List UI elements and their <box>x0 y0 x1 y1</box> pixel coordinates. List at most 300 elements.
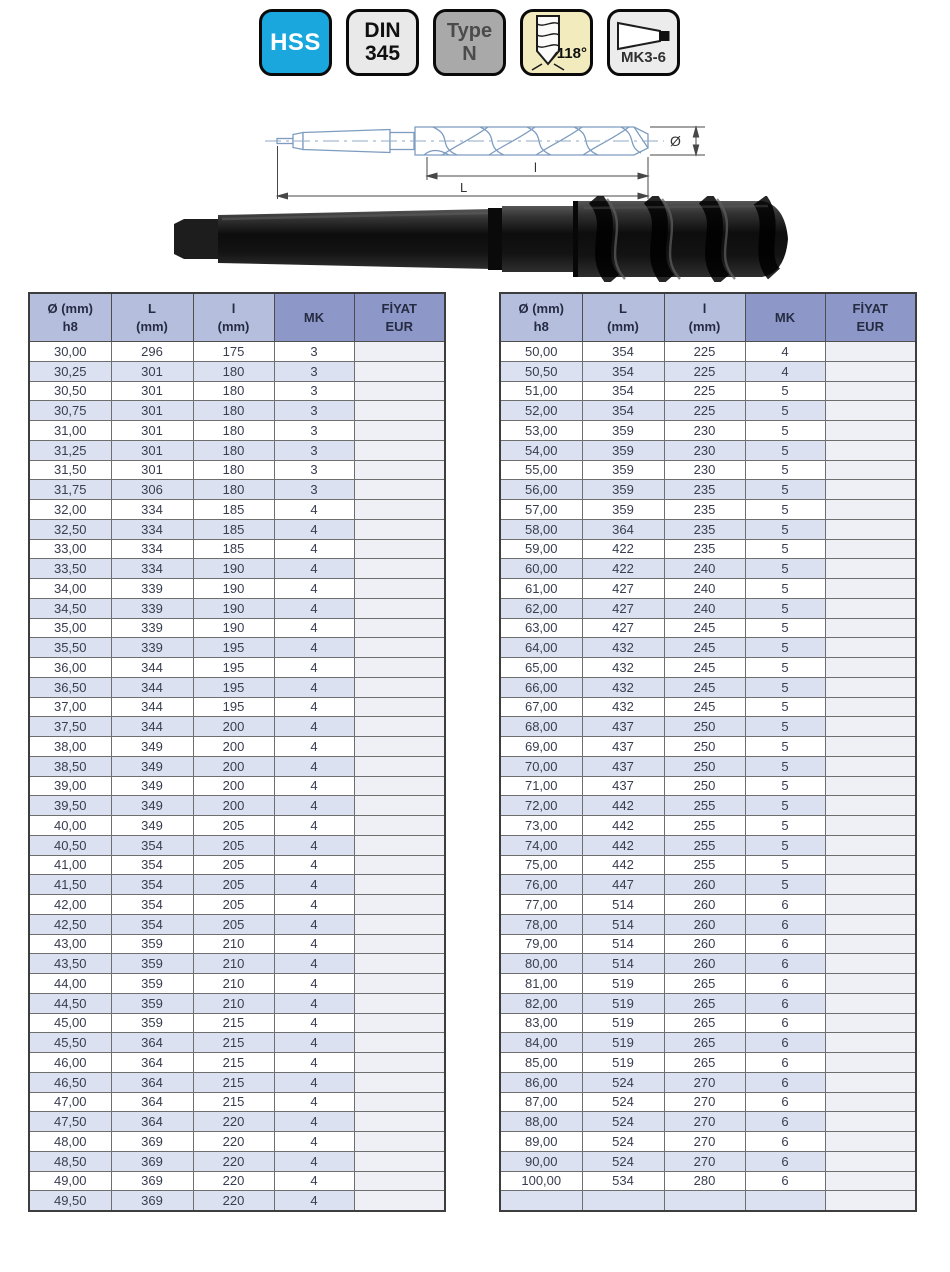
morse-taper-cell: 6 <box>745 1132 825 1152</box>
diameter-cell: 45,50 <box>29 1033 111 1053</box>
price-cell <box>354 1132 445 1152</box>
price-cell <box>825 895 916 915</box>
table-row <box>500 796 916 816</box>
morse-taper-cell: 5 <box>745 460 825 480</box>
diameter-cell: 86,00 <box>500 1072 582 1092</box>
total-length-cell: 364 <box>111 1072 193 1092</box>
total-length-cell: 364 <box>582 519 664 539</box>
flute-length-cell: 225 <box>664 342 745 362</box>
column-header: L (mm) <box>111 293 193 342</box>
flute-length-cell: 250 <box>664 756 745 776</box>
flute-length-cell: 200 <box>193 737 274 757</box>
price-cell <box>825 914 916 934</box>
total-length-cell: 344 <box>111 697 193 717</box>
total-length-cell: 534 <box>582 1171 664 1191</box>
total-length-cell: 437 <box>582 776 664 796</box>
morse-taper-cell: 4 <box>274 618 354 638</box>
spec-tables <box>28 292 917 1212</box>
diameter-cell: 33,00 <box>29 539 111 559</box>
morse-taper-cell: 4 <box>274 717 354 737</box>
table-row <box>500 974 916 994</box>
table-row <box>500 500 916 520</box>
morse-taper-cell: 5 <box>745 421 825 441</box>
table-row <box>29 1053 445 1073</box>
morse-taper-cell: 4 <box>274 598 354 618</box>
price-cell <box>354 816 445 836</box>
price-cell <box>354 855 445 875</box>
morse-taper-cell: 4 <box>274 559 354 579</box>
total-length-label: L <box>460 180 468 195</box>
diameter-cell: 81,00 <box>500 974 582 994</box>
column-header: MK <box>274 293 354 342</box>
total-length-cell: 334 <box>111 559 193 579</box>
morse-taper-cell: 5 <box>745 579 825 599</box>
price-cell <box>825 1033 916 1053</box>
total-length-cell: 354 <box>111 855 193 875</box>
table-row <box>500 1191 916 1211</box>
table-row <box>500 717 916 737</box>
flute-length-cell: 265 <box>664 1033 745 1053</box>
flute-length-cell: 240 <box>664 598 745 618</box>
table-row <box>500 401 916 421</box>
morse-taper-cell: 5 <box>745 776 825 796</box>
table-row <box>500 559 916 579</box>
morse-taper-cell: 5 <box>745 559 825 579</box>
flute-length-cell: 215 <box>193 1033 274 1053</box>
diameter-cell: 50,00 <box>500 342 582 362</box>
morse-taper-cell: 6 <box>745 1053 825 1073</box>
flute-length-cell: 235 <box>664 519 745 539</box>
morse-taper-cell: 4 <box>274 756 354 776</box>
flute-length-cell: 195 <box>193 697 274 717</box>
table-row <box>500 737 916 757</box>
flute-length-cell: 190 <box>193 559 274 579</box>
price-cell <box>825 401 916 421</box>
morse-taper-cell: 5 <box>745 401 825 421</box>
total-length-cell: 442 <box>582 796 664 816</box>
diameter-cell: 83,00 <box>500 1013 582 1033</box>
total-length-cell: 359 <box>111 934 193 954</box>
price-cell <box>825 1171 916 1191</box>
diameter-cell: 84,00 <box>500 1033 582 1053</box>
flute-length-cell: 245 <box>664 638 745 658</box>
table-row <box>500 993 916 1013</box>
morse-taper-cell: 3 <box>274 342 354 362</box>
price-cell <box>825 361 916 381</box>
flute-length-cell: 260 <box>664 934 745 954</box>
price-cell <box>825 480 916 500</box>
morse-taper-cell: 6 <box>745 934 825 954</box>
table-row <box>29 974 445 994</box>
diameter-cell: 67,00 <box>500 697 582 717</box>
price-cell <box>825 1112 916 1132</box>
table-row <box>29 1171 445 1191</box>
total-length-cell: 354 <box>582 401 664 421</box>
table-row <box>29 1013 445 1033</box>
price-cell <box>825 796 916 816</box>
diameter-cell: 32,50 <box>29 519 111 539</box>
morse-taper-cell: 6 <box>745 1092 825 1112</box>
total-length-cell: 524 <box>582 1072 664 1092</box>
total-length-cell: 301 <box>111 440 193 460</box>
diameter-cell: 34,00 <box>29 579 111 599</box>
table-row <box>500 1033 916 1053</box>
price-cell <box>354 895 445 915</box>
total-length-cell: 514 <box>582 934 664 954</box>
diameter-cell: 44,00 <box>29 974 111 994</box>
diameter-cell: 69,00 <box>500 737 582 757</box>
diameter-cell: 30,25 <box>29 361 111 381</box>
diameter-cell: 63,00 <box>500 618 582 638</box>
morse-taper-cell: 4 <box>274 974 354 994</box>
price-cell <box>825 1132 916 1152</box>
total-length-cell: 334 <box>111 539 193 559</box>
table-row <box>29 1191 445 1211</box>
column-header: l (mm) <box>664 293 745 342</box>
diameter-cell: 90,00 <box>500 1151 582 1171</box>
diameter-cell: 35,50 <box>29 638 111 658</box>
price-cell <box>825 1151 916 1171</box>
flute-length-cell: 265 <box>664 1053 745 1073</box>
morse-taper-cell: 4 <box>274 835 354 855</box>
price-cell <box>825 717 916 737</box>
flute-length-cell: 255 <box>664 816 745 836</box>
price-cell <box>354 500 445 520</box>
morse-taper-cell: 4 <box>274 1191 354 1211</box>
price-cell <box>825 1013 916 1033</box>
flute-length-cell: 210 <box>193 974 274 994</box>
price-cell <box>825 677 916 697</box>
spec-table-left <box>28 292 446 1212</box>
badge-hss-label: HSS <box>270 28 321 56</box>
morse-taper-cell: 3 <box>274 460 354 480</box>
total-length-cell: 364 <box>111 1112 193 1132</box>
price-cell <box>825 598 916 618</box>
diameter-cell: 58,00 <box>500 519 582 539</box>
flute-length-cell: 265 <box>664 993 745 1013</box>
morse-taper-cell: 3 <box>274 440 354 460</box>
flute-length-cell: 185 <box>193 539 274 559</box>
table-row <box>500 934 916 954</box>
flute-length-cell: 220 <box>193 1112 274 1132</box>
morse-taper-cell: 4 <box>745 342 825 362</box>
flute-length-cell: 180 <box>193 460 274 480</box>
flute-length-cell: 260 <box>664 914 745 934</box>
flute-length-cell: 235 <box>664 480 745 500</box>
total-length-cell: 359 <box>111 993 193 1013</box>
diameter-cell: 53,00 <box>500 421 582 441</box>
flute-length-cell: 240 <box>664 579 745 599</box>
total-length-cell: 442 <box>582 835 664 855</box>
flute-length-cell: 215 <box>193 1092 274 1112</box>
morse-taper-cell: 3 <box>274 401 354 421</box>
total-length-cell: 359 <box>582 480 664 500</box>
total-length-cell: 447 <box>582 875 664 895</box>
price-cell <box>825 934 916 954</box>
header-row <box>500 293 916 342</box>
flute-length-cell: 205 <box>193 875 274 895</box>
badge-type-line2: N <box>462 42 477 65</box>
diameter-cell: 36,50 <box>29 677 111 697</box>
price-cell <box>825 658 916 678</box>
table-row <box>500 480 916 500</box>
flute-length-cell <box>664 1191 745 1211</box>
price-cell <box>354 539 445 559</box>
total-length-cell: 369 <box>111 1191 193 1211</box>
flute-length-cell: 270 <box>664 1151 745 1171</box>
table-row <box>500 579 916 599</box>
flute-length-cell: 245 <box>664 658 745 678</box>
total-length-cell: 369 <box>111 1132 193 1152</box>
table-row <box>500 1013 916 1033</box>
price-cell <box>354 519 445 539</box>
diameter-cell: 80,00 <box>500 954 582 974</box>
morse-taper-cell: 4 <box>274 579 354 599</box>
morse-taper-cell: 4 <box>274 914 354 934</box>
column-header: Ø (mm) h8 <box>500 293 582 342</box>
table-row <box>29 875 445 895</box>
total-length-cell: 519 <box>582 1013 664 1033</box>
morse-taper-cell: 4 <box>274 1053 354 1073</box>
morse-taper-cell: 5 <box>745 500 825 520</box>
table-row <box>29 717 445 737</box>
morse-taper-cell: 4 <box>274 796 354 816</box>
price-cell <box>354 1151 445 1171</box>
flute-length-cell: 180 <box>193 421 274 441</box>
table-row <box>500 618 916 638</box>
morse-taper-cell: 6 <box>745 1033 825 1053</box>
morse-taper-cell: 5 <box>745 737 825 757</box>
total-length-cell: 354 <box>111 875 193 895</box>
table-row <box>29 816 445 836</box>
flute-length-cell: 205 <box>193 816 274 836</box>
flute-length-cell: 270 <box>664 1132 745 1152</box>
table-row <box>500 361 916 381</box>
flute-length-cell: 215 <box>193 1013 274 1033</box>
badge-type-line1: Type <box>446 20 493 43</box>
price-cell <box>825 618 916 638</box>
flute-length-cell: 270 <box>664 1112 745 1132</box>
column-header: Ø (mm) h8 <box>29 293 111 342</box>
table-row <box>29 361 445 381</box>
price-cell <box>825 1191 916 1211</box>
flute-length-cell: 205 <box>193 835 274 855</box>
total-length-cell: 427 <box>582 579 664 599</box>
total-length-cell: 524 <box>582 1151 664 1171</box>
total-length-cell: 422 <box>582 539 664 559</box>
morse-taper-cell: 6 <box>745 954 825 974</box>
flute-length-cell: 220 <box>193 1191 274 1211</box>
diameter-cell: 46,00 <box>29 1053 111 1073</box>
flute-length-cell: 190 <box>193 618 274 638</box>
total-length-cell: 519 <box>582 974 664 994</box>
table-row <box>500 519 916 539</box>
flute-length-cell: 210 <box>193 934 274 954</box>
price-cell <box>354 954 445 974</box>
morse-taper-cell: 4 <box>274 875 354 895</box>
morse-taper-cell: 6 <box>745 993 825 1013</box>
morse-taper-cell: 4 <box>745 361 825 381</box>
morse-taper-cell: 6 <box>745 1151 825 1171</box>
badge-din-345 <box>346 9 419 76</box>
diameter-cell: 65,00 <box>500 658 582 678</box>
price-cell <box>825 421 916 441</box>
morse-taper-cell: 3 <box>274 421 354 441</box>
price-cell <box>354 421 445 441</box>
badge-din-line1: DIN <box>364 18 401 42</box>
badge-row <box>259 9 680 76</box>
price-cell <box>354 914 445 934</box>
diameter-cell: 61,00 <box>500 579 582 599</box>
diameter-cell: 48,00 <box>29 1132 111 1152</box>
diameter-cell: 51,00 <box>500 381 582 401</box>
table-row <box>29 559 445 579</box>
price-cell <box>825 954 916 974</box>
table-row <box>29 934 445 954</box>
badge-morse-taper-mk3-6 <box>607 9 680 76</box>
flute-length-cell: 260 <box>664 875 745 895</box>
table-row <box>500 855 916 875</box>
flute-length-cell: 270 <box>664 1072 745 1092</box>
total-length-cell: 339 <box>111 638 193 658</box>
table-row <box>500 1151 916 1171</box>
total-length-cell: 344 <box>111 677 193 697</box>
price-cell <box>354 638 445 658</box>
price-cell <box>825 500 916 520</box>
total-length-cell: 354 <box>111 835 193 855</box>
table-row <box>500 598 916 618</box>
diameter-cell: 47,00 <box>29 1092 111 1112</box>
badge-type-n <box>433 9 506 76</box>
flute-length-cell: 255 <box>664 796 745 816</box>
morse-taper-cell: 5 <box>745 519 825 539</box>
price-cell <box>354 737 445 757</box>
total-length-cell: 519 <box>582 993 664 1013</box>
morse-taper-cell: 6 <box>745 914 825 934</box>
diameter-cell: 34,50 <box>29 598 111 618</box>
morse-taper-cell: 6 <box>745 1072 825 1092</box>
total-length-cell: 514 <box>582 954 664 974</box>
morse-taper-cell: 4 <box>274 697 354 717</box>
table-row <box>29 954 445 974</box>
diameter-cell: 77,00 <box>500 895 582 915</box>
flute-length-cell: 180 <box>193 440 274 460</box>
flute-length-cell: 220 <box>193 1132 274 1152</box>
price-cell <box>354 677 445 697</box>
total-length-cell: 359 <box>111 974 193 994</box>
flute-length-cell: 195 <box>193 658 274 678</box>
table-row <box>29 421 445 441</box>
column-header: l (mm) <box>193 293 274 342</box>
total-length-cell: 354 <box>111 895 193 915</box>
flute-length-cell: 195 <box>193 677 274 697</box>
diameter-cell <box>500 1191 582 1211</box>
flute-length-cell: 235 <box>664 500 745 520</box>
flute-length-cell: 200 <box>193 796 274 816</box>
total-length-cell: 349 <box>111 776 193 796</box>
morse-taper-cell: 4 <box>274 1072 354 1092</box>
morse-taper-cell: 5 <box>745 677 825 697</box>
table-row <box>29 440 445 460</box>
total-length-cell: 301 <box>111 421 193 441</box>
morse-taper-cell: 6 <box>745 1171 825 1191</box>
total-length-cell: 364 <box>111 1033 193 1053</box>
table-row <box>29 519 445 539</box>
total-length-cell: 301 <box>111 361 193 381</box>
diameter-cell: 37,00 <box>29 697 111 717</box>
morse-taper-cell <box>745 1191 825 1211</box>
table-row <box>500 816 916 836</box>
price-cell <box>825 579 916 599</box>
table-row <box>29 756 445 776</box>
flute-length-cell: 265 <box>664 1013 745 1033</box>
price-cell <box>825 1092 916 1112</box>
total-length-cell: 514 <box>582 914 664 934</box>
total-length-cell: 432 <box>582 658 664 678</box>
flute-length-cell: 200 <box>193 717 274 737</box>
flute-length-cell: 215 <box>193 1072 274 1092</box>
table-row <box>29 381 445 401</box>
table-row <box>500 914 916 934</box>
total-length-cell: 354 <box>582 381 664 401</box>
diameter-cell: 62,00 <box>500 598 582 618</box>
total-length-cell: 349 <box>111 737 193 757</box>
diameter-cell: 49,50 <box>29 1191 111 1211</box>
price-cell <box>354 1191 445 1211</box>
diameter-cell: 66,00 <box>500 677 582 697</box>
morse-taper-cell: 5 <box>745 539 825 559</box>
diameter-cell: 59,00 <box>500 539 582 559</box>
price-cell <box>825 559 916 579</box>
flute-length-cell: 220 <box>193 1171 274 1191</box>
diameter-cell: 89,00 <box>500 1132 582 1152</box>
morse-taper-cell: 4 <box>274 1171 354 1191</box>
flute-length-cell: 180 <box>193 361 274 381</box>
price-cell <box>354 579 445 599</box>
total-length-cell: 519 <box>582 1033 664 1053</box>
flute-length-cell: 270 <box>664 1092 745 1112</box>
morse-taper-cell: 5 <box>745 381 825 401</box>
flute-length-cell: 240 <box>664 559 745 579</box>
price-cell <box>354 559 445 579</box>
diameter-cell: 35,00 <box>29 618 111 638</box>
flute-length-cell: 235 <box>664 539 745 559</box>
table-row <box>500 440 916 460</box>
badge-mk-label: MK3-6 <box>620 49 666 66</box>
diameter-cell: 82,00 <box>500 993 582 1013</box>
technical-drawing <box>228 96 712 209</box>
total-length-cell: 427 <box>582 598 664 618</box>
diameter-cell: 42,50 <box>29 914 111 934</box>
price-cell <box>825 835 916 855</box>
morse-taper-cell: 4 <box>274 993 354 1013</box>
table-row <box>500 1072 916 1092</box>
diameter-cell: 43,50 <box>29 954 111 974</box>
table-row <box>500 1171 916 1191</box>
price-cell <box>354 1072 445 1092</box>
total-length-cell: 359 <box>582 500 664 520</box>
diameter-cell: 68,00 <box>500 717 582 737</box>
price-cell <box>354 717 445 737</box>
total-length-cell: 334 <box>111 500 193 520</box>
total-length-cell: 301 <box>111 460 193 480</box>
flute-length-cell: 180 <box>193 401 274 421</box>
flute-length-cell: 230 <box>664 460 745 480</box>
total-length-cell: 427 <box>582 618 664 638</box>
drill-photo-shape <box>174 198 788 280</box>
flute-length-cell: 185 <box>193 519 274 539</box>
price-cell <box>354 598 445 618</box>
